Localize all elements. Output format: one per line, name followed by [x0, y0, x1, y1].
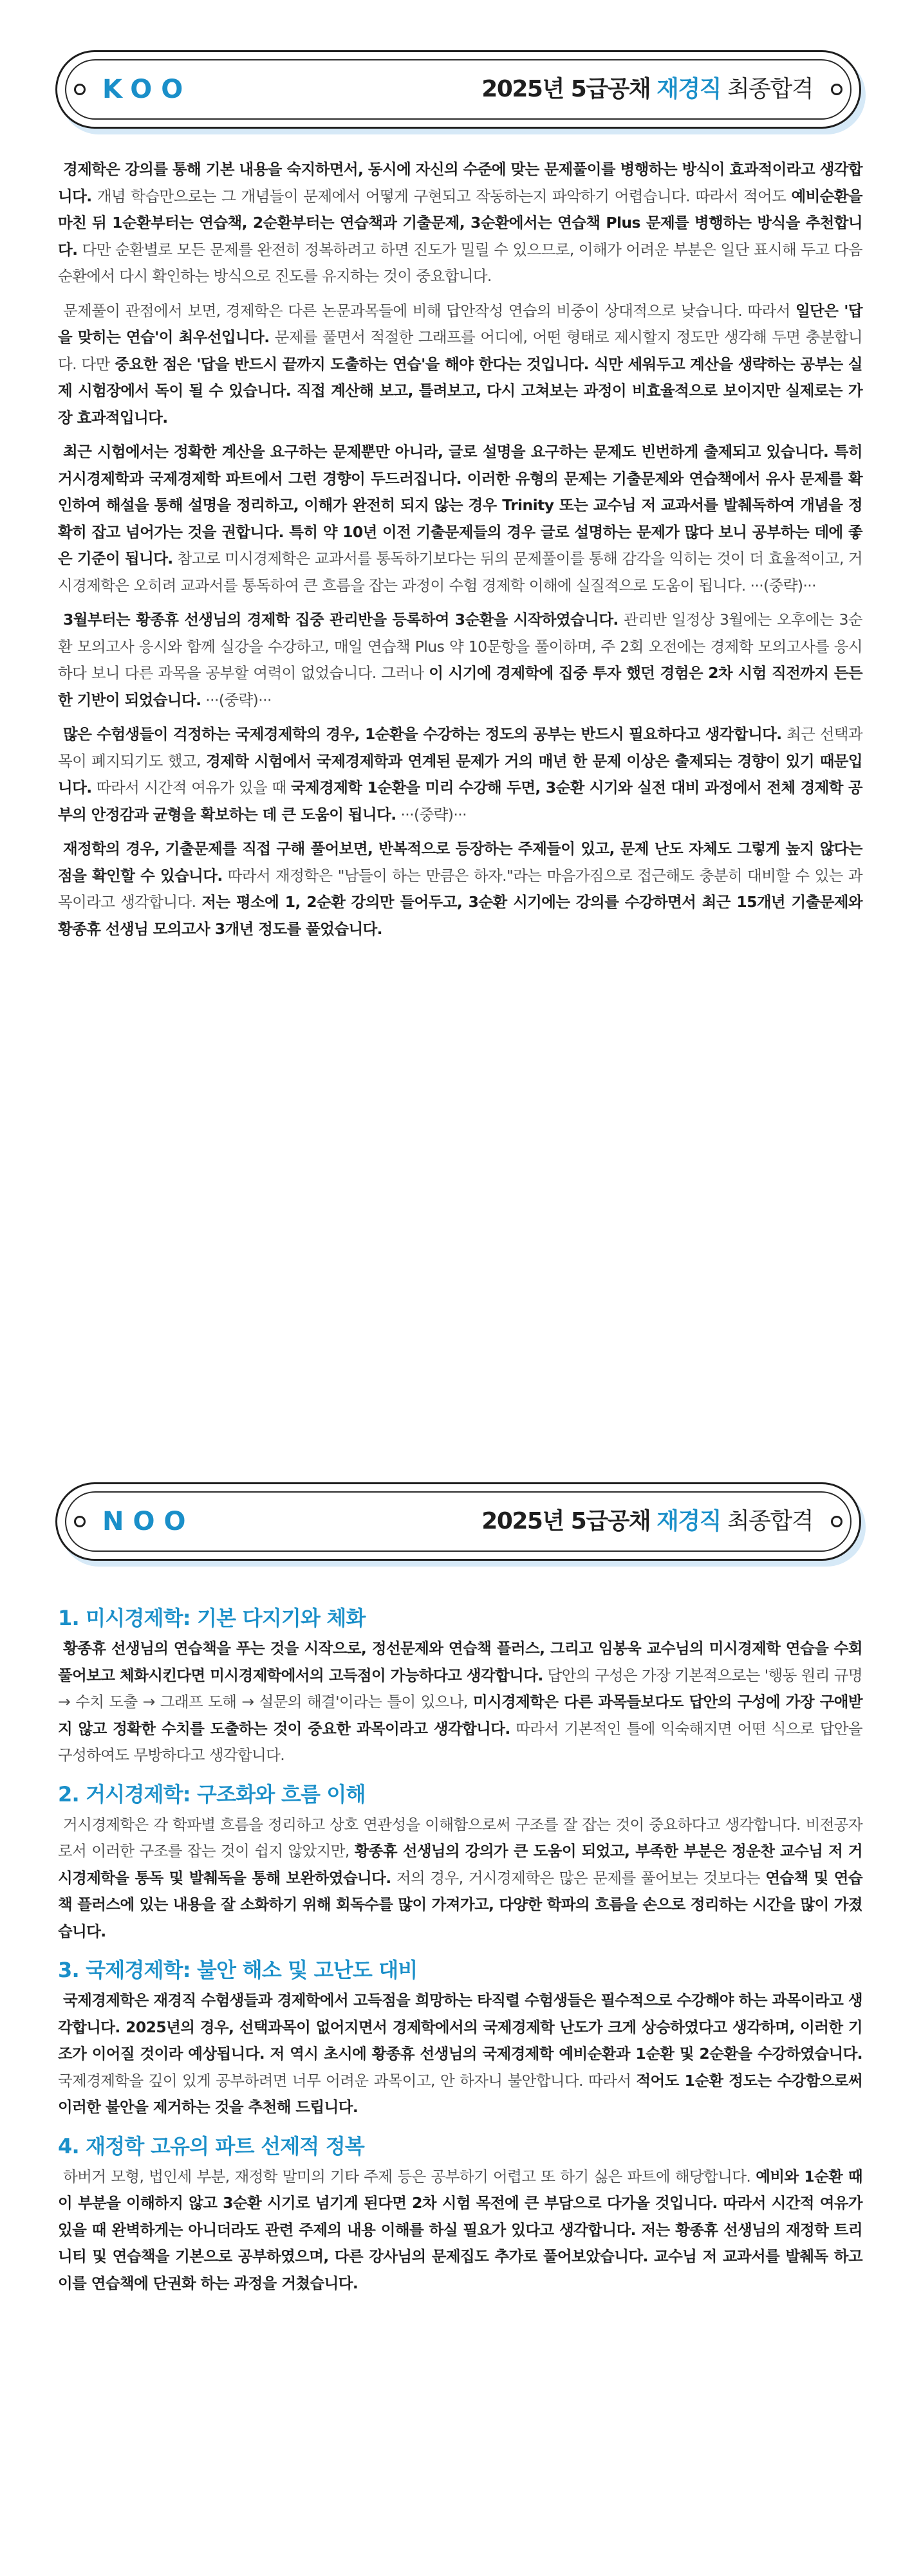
- emphasized-text: 황종휴 선생님의 강의가 큰 도움이 되었고, 부족한 부분은 정운찬 교수님 저 거시경제학을 통독 및 발췌독을 통해 보완하였습니다.: [58, 1842, 862, 1887]
- emphasized-text: 3월부터는 황종휴 선생님의 경제학 집중 관리반을 등록하여 3순환을 시작하였습니다.: [63, 611, 619, 629]
- section-heading: 1. 미시경제학: 기본 다지기와 체화: [58, 1606, 366, 1630]
- circle-dot-icon: [74, 1516, 86, 1527]
- body-text: 최근 선택과목이 폐지되기도 했고,: [58, 725, 862, 770]
- pass-title-track: 재경직: [656, 76, 721, 102]
- emphasized-text: 경제학 시험에서 국제경제학과 연계된 문제가 거의 매년 한 문제 이상은 출제되는 경향이 있기 때문입니다.: [58, 751, 862, 796]
- body-text: 따라서 기본적인 틀에 익숙해지면 어떤 식으로 답안을 구성하여도 무방하다고 생각합니다.: [58, 1719, 863, 1764]
- emphasized-text: 재정학의 경우, 기출문제를 직접 구해 풀어보면, 반복적으로 등장하는 주제들이 있고, 문제 난도 자체도 그렇게 높지 않다는 점을 확인할 수 있습니다.: [58, 840, 862, 885]
- emphasized-text: 국제경제학 1순환을 미리 수강해 두면, 3순환 시기와 실전 대비 과정에서 전체 경제학 공부의 안정감과 균형을 확보하는 데 큰 도움이 됩니다.: [58, 778, 862, 823]
- emphasized-text: 예비와 1순환 때 이 부분을 이해하지 않고 3순환 시기로 넘기게 된다면 2차 시험 목전에 큰 부담으로 다가올 것입니다. 따라서 시간적 여유가 있을 때 완벽하게는 아니더라도 관련 주제의 내용 이해를 하실 필요가 있다고 생각합니다. 저는 황종휴 선생님의 재정학 트리니티 및 연습책을 기본으로 공부하였으며, 다른 강사님의 문제집도 추가로 풀어보았습니다. 교수님 저 교과서를 발췌독 하고 이를 연습책에 단권화 하는 과정을 거쳤습니다.: [58, 2167, 862, 2292]
- body-text: 문제풀이 관점에서 보면, 경제학은 다른 논문과목들에 비해 답안작성 연습의 비중이 상대적으로 낮습니다. 따라서: [63, 301, 796, 320]
- pass-title: [481, 52, 813, 127]
- body-text: ···(중략)···: [396, 805, 467, 823]
- pass-title-track: 재경직: [656, 1508, 721, 1534]
- emphasized-text: 이 시기에 경제학에 집중 투자 했던 경험은 2차 시험 직전까지 든든한 기반이 되었습니다.: [58, 664, 862, 709]
- body-text: 다만 순환별로 모든 문제를 완전히 정복하려고 하면 진도가 밀릴 수 있으므로, 이해가 어려운 부분은 일단 표시해 두고 다음 순환에서 다시 확인하는 방식으로 진도를 유지하는 것이 중요합니다.: [58, 240, 862, 285]
- body-text: 하버거 모형, 법인세 부분, 재정학 말미의 기타 주제 등은 공부하기 어렵고 또 하기 싫은 파트에 해당합니다.: [63, 2167, 756, 2185]
- circle-dot-icon: [831, 1516, 842, 1527]
- pass-title-year: 2025년 5급공채: [481, 1508, 651, 1534]
- body-paragraph: [58, 1987, 862, 2121]
- body-paragraph: [58, 721, 862, 828]
- body-paragraph: [58, 1635, 862, 1769]
- body-text: 거시경제학은 각 학파별 흐름을 정리하고 상호 연관성을 이해함으로써 구조를 잘 잡는 것이 중요하다고 생각합니다. 비전공자로서 이러한 구조를 잡는 것이 쉽지 않았지만,: [58, 1815, 862, 1860]
- emphasized-text: 저는 평소에 1, 2순환 강의만 들어두고, 3순환 시기에는 강의를 수강하면서 최근 15개년 기출문제와 황종휴 선생님 모의고사 3개년 정도를 풀었습니다.: [58, 893, 863, 938]
- body-text: 따라서 시간적 여유가 있을 때: [91, 778, 291, 796]
- body-text: 관리반 일정상 3월에는 오후에는 3순환 모의고사 응시와 함께 실강을 수강하고, 매일 연습책 Plus 약 10문항을 풀이하며, 주 2회 오전에는 경제학 모의고사를 응시하다 보니 다른 과목을 공부할 여력이 없었습니다. 그러나: [58, 611, 863, 682]
- body-paragraph: [58, 439, 862, 599]
- emphasized-text: 적어도 1순환 정도는 수강함으로써 이러한 불안을 제거하는 것을 추천해 드립니다.: [58, 2071, 862, 2116]
- card-header-noo: [55, 1482, 861, 1561]
- body-text: ···(중략)···: [201, 690, 272, 709]
- body-text: 답안의 구성은 가장 기본적으로는 '행동 원리 규명 → 수치 도출 → 그래프 도해 → 설문의 해결'이라는 틀이 있으나,: [58, 1666, 862, 1711]
- emphasized-text: 황종휴 선생님의 연습책을 푸는 것을 시작으로, 정선문제와 연습책 플러스, 그리고 임봉욱 교수님의 미시경제학 연습을 수회 풀어보고 체화시킨다면 미시경제학에서의 고득점이 가능하다고 생각합니다.: [58, 1639, 862, 1684]
- section-heading: 4. 재정학 고유의 파트 선제적 정복: [58, 2133, 364, 2158]
- testimonial-noo-body: [58, 1597, 862, 2305]
- emphasized-text: 미시경제학은 다른 과목들보다도 답안의 구성에 가장 구애받지 않고 정확한 수치를 도출하는 것이 중요한 과목이라고 생각합니다.: [58, 1693, 862, 1738]
- body-paragraph: [58, 607, 862, 713]
- pass-title-year: 2025년 5급공채: [481, 76, 651, 102]
- body-text: 국제경제학을 깊이 있게 공부하려면 너무 어려운 과목이고, 안 하자니 불안합니다. 따라서: [58, 2071, 637, 2090]
- circle-dot-icon: [831, 84, 842, 95]
- emphasized-text: 중요한 점은 '답을 반드시 끝까지 도출하는 연습'을 해야 한다는 것입니다. 식만 세워두고 계산을 생략하는 공부는 실제 시험장에서 독이 될 수 있습니다. 직접 계산해 보고, 틀려보고, 다시 고쳐보는 과정이 비효율적으로 보이지만 실제로는 가장 효과적입니다.: [58, 354, 862, 427]
- pass-title: [481, 1484, 813, 1559]
- emphasized-text: 연습책 및 연습책 플러스에 있는 내용을 잘 소화하기 위해 회독수를 많이 가져가고, 다양한 학파의 흐름을 손으로 정리하는 시간을 많이 가졌습니다.: [58, 1868, 862, 1940]
- reviewer-name: NOO: [102, 1507, 195, 1536]
- section-heading: 2. 거시경제학: 구조화와 흐름 이해: [58, 1781, 366, 1807]
- emphasized-text: 일단은 '답을 맞히는 연습'이 최우선입니다.: [58, 301, 862, 346]
- body-paragraph: [58, 836, 862, 943]
- pass-title-status: 최종합격: [727, 76, 813, 102]
- body-text: 저의 경우, 거시경제학은 많은 문제를 풀어보는 것보다는: [391, 1868, 766, 1887]
- section-heading: 3. 국제경제학: 불안 해소 및 고난도 대비: [58, 1958, 418, 1982]
- emphasized-text: 많은 수험생들이 걱정하는 국제경제학의 경우, 1순환을 수강하는 정도의 공부는 반드시 필요하다고 생각합니다.: [63, 725, 782, 743]
- circle-dot-icon: [74, 84, 86, 95]
- body-text: 문제를 풀면서 적절한 그래프를 어디에, 어떤 형태로 제시할지 정도만 생각해 두면 충분합니다. 다만: [58, 328, 862, 373]
- reviewer-name: KOO: [102, 75, 192, 104]
- body-text: 개념 학습만으로는 그 개념들이 문제에서 어떻게 구현되고 작동하는지 파악하기 어렵습니다. 따라서 적어도: [91, 187, 792, 205]
- emphasized-text: 국제경제학은 재경직 수험생들과 경제학에서 고득점을 희망하는 타직렬 수험생들은 필수적으로 수강해야 하는 과목이라고 생각합니다. 2025년의 경우, 선택과목이 없어지면서 경제학에서의 국제경제학 난도가 크게 상승하였다고 생각하며, 이러한 기조가 이어질 것이라 예상됩니다. 저 역시 초시에 황종휴 선생님의 국제경제학 예비순환과 1순환 및 2순환을 수강하였습니다.: [58, 1991, 862, 2063]
- card-header-koo: [55, 50, 861, 129]
- body-paragraph: [58, 156, 862, 290]
- body-paragraph: [58, 2164, 862, 2297]
- body-text: 참고로 미시경제학은 교과서를 통독하기보다는 뒤의 문제풀이를 통해 감각을 익히는 것이 더 효율적이고, 거시경제학은 오히려 교과서를 통독하여 큰 흐름을 잡는 과정이 수험 경제학 이해에 실질적으로 도움이 됩니다. ···(중략)···: [58, 549, 862, 594]
- testimonial-koo-body: [58, 156, 862, 950]
- body-text: 따라서 재정학은 "남들이 하는 만큼은 하자."라는 마음가짐으로 접근해도 충분히 대비할 수 있는 과목이라고 생각합니다.: [58, 866, 862, 911]
- emphasized-text: 예비순환을 마친 뒤 1순환부터는 연습책, 2순환부터는 연습책과 기출문제, 3순환에서는 연습책 Plus 문제를 병행하는 방식을 추천합니다.: [58, 187, 862, 259]
- body-paragraph: [58, 298, 862, 432]
- emphasized-text: 최근 시험에서는 정확한 계산을 요구하는 문제뿐만 아니라, 글로 설명을 요구하는 문제도 빈번하게 출제되고 있습니다. 특히 거시경제학과 국제경제학 파트에서 그런 경향이 두드러집니다. 이러한 유형의 문제는 기출문제와 연습책에서 유사 문제를 확인하여 해설을 통해 설명을 정리하고, 이해가 완전히 되지 않는 경우 Trinity 또는 교수님 저 교과서를 발췌독하여 개념을 정확히 잡고 넘어가는 것을 권합니다. 특히 약 10년 이전 기출문제들의 경우 글로 설명하는 문제가 많다 보니 공부하는 데에 좋은 기준이 됩니다.: [58, 443, 862, 567]
- emphasized-text: 경제학은 강의를 통해 기본 내용을 숙지하면서, 동시에 자신의 수준에 맞는 문제풀이를 병행하는 방식이 효과적이라고 생각합니다.: [58, 160, 862, 205]
- body-paragraph: [58, 1812, 862, 1946]
- pass-title-status: 최종합격: [727, 1508, 813, 1534]
